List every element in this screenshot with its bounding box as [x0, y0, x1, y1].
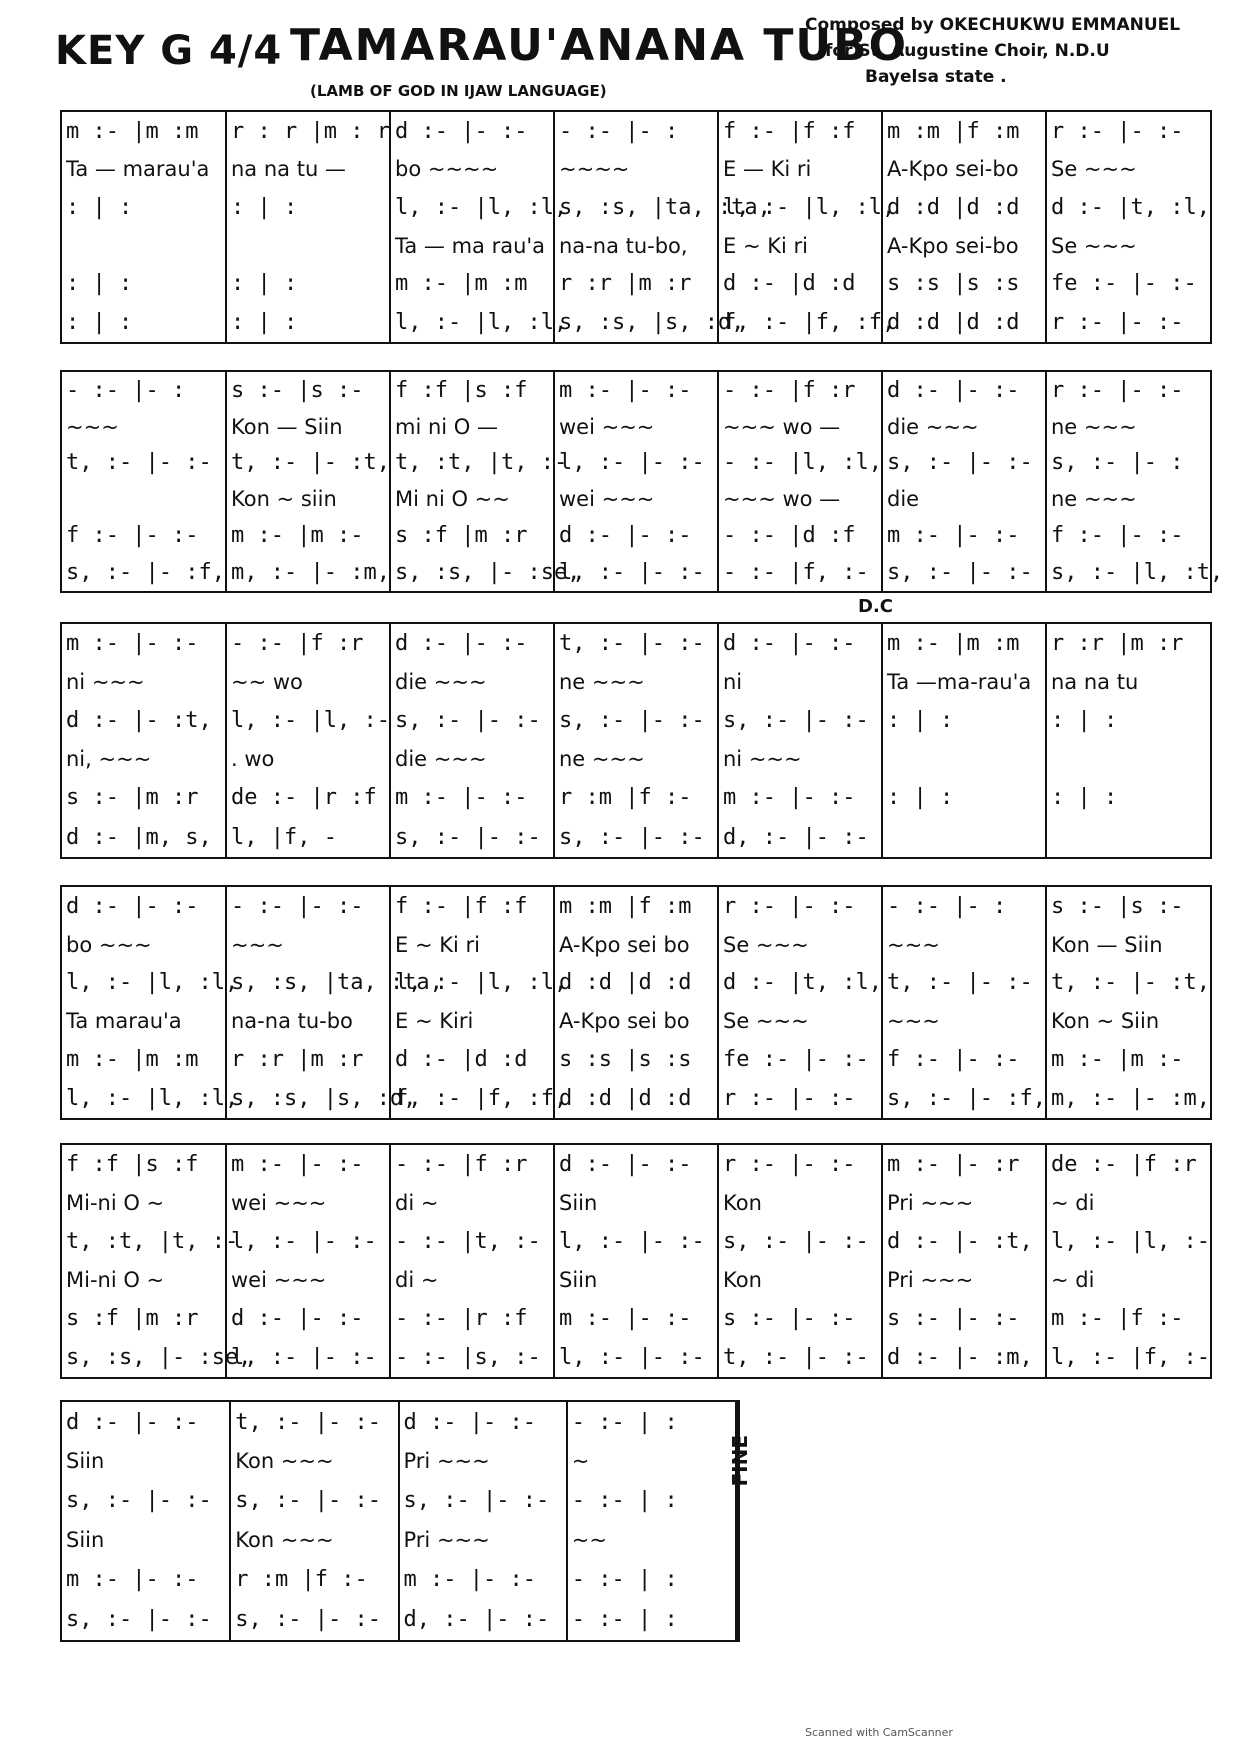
lyric-cell: ~~~ — [66, 414, 119, 439]
note-row — [62, 1600, 735, 1640]
composer-credit — [805, 12, 1235, 90]
note-cell: f, :- |f, :f, — [390, 1079, 554, 1118]
lyric-cell — [62, 227, 226, 264]
lyric-cell: E ~ Ki ri — [718, 227, 882, 264]
note-cell: s, :s, |- :se, — [66, 1344, 252, 1370]
lyric-cell: die ~~~ — [390, 740, 554, 778]
lyric-cell: ni ~~~ — [718, 740, 882, 778]
note-cell: s, :- |- :- — [230, 1600, 398, 1640]
note-cell: m :- |- :- — [66, 631, 199, 657]
note-row — [62, 1560, 735, 1600]
note-row — [62, 1402, 735, 1442]
lyric-cell — [1046, 740, 1210, 778]
note-cell: l, :- |l, :l, — [66, 1085, 239, 1111]
lyric-cell: die ~~~ — [390, 663, 554, 701]
note-cell: d :- |t, :l, — [718, 963, 882, 1002]
note-row — [62, 1299, 1210, 1338]
note-row — [62, 112, 1210, 151]
note-cell: m :- |f :- — [1046, 1299, 1210, 1338]
note-cell: d :- |- :- — [399, 1402, 567, 1442]
note-cell: - :- | : — [567, 1600, 735, 1640]
note-cell: m :- |- :- — [66, 1567, 199, 1593]
note-cell: de :- |f :r — [1046, 1145, 1210, 1184]
note-cell: d :- |- :- — [390, 112, 554, 151]
note-cell: d :- |- :- — [390, 624, 554, 663]
song-title: TAMARAU'ANANA TUBO — [290, 20, 909, 71]
note-cell: : | : — [1046, 778, 1210, 817]
note-cell: l, :- |l, :l, — [390, 188, 554, 227]
note-cell: d :- |- :t, — [882, 1222, 1046, 1261]
note-cell: r :- |- :- — [1046, 303, 1210, 342]
note-row — [62, 1222, 1210, 1261]
note-cell: d :- |t, :l, — [1046, 188, 1210, 227]
note-cell: - :- | : — [567, 1481, 735, 1521]
note-cell: s, :- |- :f, — [882, 1079, 1046, 1118]
lyric-cell: wei ~~~ — [554, 481, 718, 517]
note-cell: s, :- |- :- — [882, 444, 1046, 481]
note-cell: r :- |- :- — [718, 1079, 882, 1118]
note-cell: s :- |- :- — [718, 1299, 882, 1338]
note-cell: r :- |- :- — [718, 1145, 882, 1184]
note-cell: d :- |- :t, — [66, 708, 212, 734]
note-cell: l, :- |l, :l, — [718, 188, 882, 227]
note-cell: s :- |- :- — [882, 1299, 1046, 1338]
lyric-cell: Siin — [66, 1528, 105, 1553]
note-cell: s :- |s :- — [226, 372, 390, 409]
note-cell: s :- |m :r — [66, 785, 199, 811]
note-cell: fe :- |- :- — [1046, 264, 1210, 303]
lyric-row — [62, 926, 1210, 963]
note-cell: l, :- |f, :- — [1046, 1338, 1210, 1377]
note-cell: m, :- |- :m, — [1046, 1079, 1210, 1118]
lyric-cell — [882, 740, 1046, 778]
note-cell: l, :- |- :- — [554, 1222, 718, 1261]
score-system-2 — [60, 370, 1224, 593]
note-cell: fe :- |- :- — [718, 1040, 882, 1079]
lyric-cell: di ~ — [390, 1261, 554, 1299]
lyric-row — [62, 151, 1210, 188]
note-cell: r :- |- :- — [1046, 372, 1210, 409]
note-row — [62, 554, 1210, 591]
note-cell: m :- |m :m — [66, 118, 199, 144]
note-cell: s :f |m :r — [66, 1305, 199, 1331]
note-cell: s, :- |- : — [1046, 444, 1210, 481]
note-cell: - :- |r :f — [390, 1299, 554, 1338]
note-cell: m :- |m :m — [882, 624, 1046, 663]
note-cell: m :- |- :- — [390, 778, 554, 817]
lyric-cell: ne ~~~ — [554, 663, 718, 701]
note-cell: s, :- |- :- — [390, 818, 554, 857]
lyric-cell: di ~ — [390, 1184, 554, 1222]
lyric-row — [62, 1002, 1210, 1039]
note-cell: t, :- |- :- — [230, 1402, 398, 1442]
note-cell: : | : — [226, 264, 390, 303]
lyric-cell: Kon ~ siin — [226, 481, 390, 517]
lyric-cell: Kon — Siin — [226, 409, 390, 445]
note-cell: d :d |d :d — [554, 963, 718, 1002]
note-cell: - :- |d :f — [718, 517, 882, 554]
note-cell: m :- |- :- — [718, 778, 882, 817]
lyric-cell: Pri ~~~ — [882, 1184, 1046, 1222]
lyric-cell: ~~ wo — [226, 663, 390, 701]
key-signature: KEY G 4/4 — [55, 28, 283, 74]
lyric-cell: A-Kpo sei-bo — [882, 227, 1046, 264]
note-cell: r :r |m :r — [554, 264, 718, 303]
lyric-cell: . wo — [226, 740, 390, 778]
lyric-cell: ~~~ — [882, 926, 1046, 963]
lyric-row — [62, 481, 1210, 517]
lyric-cell: Se ~~~ — [718, 926, 882, 963]
note-cell: s, :s, |ta, :ta, — [554, 188, 718, 227]
dc-mark: D.C — [858, 596, 893, 617]
lyric-cell: ni — [718, 663, 882, 701]
note-cell: - :- |- : — [554, 112, 718, 151]
note-cell: : | : — [226, 303, 390, 342]
note-cell: m :- |- :r — [882, 1145, 1046, 1184]
fine-mark: FINE — [728, 1435, 752, 1487]
lyric-cell: Se ~~~ — [718, 1002, 882, 1039]
lyric-cell: Pri ~~~ — [399, 1442, 567, 1481]
score-system-6 — [60, 1400, 740, 1642]
note-cell: l, :- |l, :l, — [390, 303, 554, 342]
note-cell: d :- |- :- — [554, 517, 718, 554]
note-cell: f :f |s :f — [390, 372, 554, 409]
note-cell: l, :- |- :- — [226, 1338, 390, 1377]
note-cell: s, :- |- :- — [554, 818, 718, 857]
note-cell: - :- |f :r — [718, 372, 882, 409]
note-cell: - :- | : — [567, 1560, 735, 1600]
note-cell: m :- |m :m — [390, 264, 554, 303]
note-cell: m :m |f :m — [554, 887, 718, 926]
scanner-watermark: Scanned with CamScanner — [805, 1726, 953, 1739]
note-cell: f :- |- :- — [882, 1040, 1046, 1079]
note-cell: - :- |s, :- — [390, 1338, 554, 1377]
note-cell: d, :- |- :- — [399, 1600, 567, 1640]
note-cell: f :- |f :f — [718, 112, 882, 151]
lyric-cell: A-Kpo sei-bo — [882, 151, 1046, 188]
note-cell: s, :- |- :- — [66, 1488, 212, 1514]
note-cell: t, :- |- :- — [718, 1338, 882, 1377]
note-row — [62, 303, 1210, 342]
lyric-cell: ~~~~ — [554, 151, 718, 188]
note-cell: l, :- |- :- — [554, 1338, 718, 1377]
lyric-cell: Pri ~~~ — [882, 1261, 1046, 1299]
lyric-cell: Ta — ma rau'a — [390, 227, 554, 264]
note-row — [62, 1079, 1210, 1118]
note-cell: s :- |s :- — [1046, 887, 1210, 926]
note-cell: - :- |- :- — [226, 887, 390, 926]
lyric-cell: Ta —ma-rau'a — [882, 663, 1046, 701]
note-cell: : | : — [66, 271, 133, 297]
lyric-cell: ~~ — [567, 1521, 735, 1560]
lyric-cell: Ta — marau'a — [66, 157, 210, 182]
note-row — [62, 887, 1210, 926]
lyric-cell: na na tu — [1046, 663, 1210, 701]
note-cell: d :- |- :- — [718, 624, 882, 663]
lyric-cell: Siin — [554, 1184, 718, 1222]
note-row — [62, 818, 1210, 857]
lyric-row — [62, 227, 1210, 264]
note-cell: s, :- |- :- — [554, 701, 718, 740]
note-cell: l, :- |- :- — [554, 554, 718, 591]
lyric-cell: Se ~~~ — [1046, 227, 1210, 264]
note-cell: t, :- |- :t, — [226, 444, 390, 481]
lyric-row — [62, 1184, 1210, 1222]
note-row — [62, 1040, 1210, 1079]
lyric-cell: ~~~ — [226, 926, 390, 963]
note-cell: d :- |- :m, — [882, 1338, 1046, 1377]
note-cell: l, :- |l, :l, — [66, 970, 239, 996]
note-cell: d :d |d :d — [882, 303, 1046, 342]
lyric-cell: Kon ~ Siin — [1046, 1002, 1210, 1039]
lyric-cell: Kon ~~~ — [230, 1442, 398, 1481]
lyric-cell: Kon — [718, 1261, 882, 1299]
note-cell: t, :t, |t, :- — [390, 444, 554, 481]
lyric-row — [62, 740, 1210, 778]
note-row — [62, 778, 1210, 817]
song-subtitle: (LAMB OF GOD IN IJAW LANGUAGE) — [310, 82, 607, 100]
note-cell: d :- |m, s, — [66, 824, 212, 850]
note-cell — [1046, 818, 1210, 857]
note-row — [62, 1145, 1210, 1184]
note-cell: m :- |m :m — [66, 1046, 199, 1072]
lyric-cell: ~~~ wo — — [718, 481, 882, 517]
note-cell: - :- |t, :- — [390, 1222, 554, 1261]
note-cell: s, :- |- :- — [882, 554, 1046, 591]
note-cell: s, :- |- :- — [718, 1222, 882, 1261]
lyric-cell: Pri ~~~ — [399, 1521, 567, 1560]
note-cell: d :- |d :d — [390, 1040, 554, 1079]
lyric-cell: Kon — Siin — [1046, 926, 1210, 963]
note-cell: f :f |s :f — [66, 1152, 199, 1178]
lyric-cell: ne ~~~ — [1046, 409, 1210, 445]
note-row — [62, 372, 1210, 409]
note-cell: s :s |s :s — [882, 264, 1046, 303]
note-cell: l, :- |- :- — [226, 1222, 390, 1261]
note-cell: : | : — [882, 778, 1046, 817]
note-cell: - :- |- : — [882, 887, 1046, 926]
note-row — [62, 444, 1210, 481]
note-cell: s, :- |- :- — [390, 701, 554, 740]
note-cell: s :s |s :s — [554, 1040, 718, 1079]
note-cell: m :- |- :- — [399, 1560, 567, 1600]
lyric-cell: ~ di — [1046, 1184, 1210, 1222]
lyric-row — [62, 1521, 735, 1560]
note-cell: r :r |m :r — [1046, 624, 1210, 663]
lyric-cell: E ~ Kiri — [390, 1002, 554, 1039]
lyric-row — [62, 1261, 1210, 1299]
note-cell: d :d |d :d — [554, 1079, 718, 1118]
score-system-5 — [60, 1143, 1212, 1379]
lyric-cell — [226, 227, 390, 264]
note-cell: s, :- |- :f, — [66, 559, 225, 585]
lyric-cell: Kon — [718, 1184, 882, 1222]
lyric-row — [62, 663, 1210, 701]
lyric-cell: ~~~ wo — — [718, 409, 882, 445]
note-cell: s, :- |- :- — [399, 1481, 567, 1521]
lyric-cell: A-Kpo sei bo — [554, 1002, 718, 1039]
note-cell: d :- |- :- — [66, 894, 199, 919]
note-cell: : | : — [66, 310, 133, 336]
note-cell: f :- |- :- — [1046, 517, 1210, 554]
note-cell: s :f |m :r — [390, 517, 554, 554]
note-cell — [882, 818, 1046, 857]
lyric-cell: Mi ni O ~~ — [390, 481, 554, 517]
note-cell: d :- |- :- — [226, 1299, 390, 1338]
note-cell: s, :- |l, :t, — [1046, 554, 1210, 591]
lyric-cell: mi ni O — — [390, 409, 554, 445]
lyric-cell: Mi-ni O ~ — [66, 1190, 165, 1215]
lyric-cell — [62, 481, 226, 517]
note-cell: f :- |- :- — [66, 522, 199, 548]
note-cell: m, :- |- :m, — [226, 554, 390, 591]
note-cell: m :m |f :m — [882, 112, 1046, 151]
note-cell: d :- |- :- — [882, 372, 1046, 409]
lyric-cell: Se ~~~ — [1046, 151, 1210, 188]
note-cell: m :- |- :- — [554, 372, 718, 409]
note-cell: - :- |f, :- — [718, 554, 882, 591]
lyric-cell: A-Kpo sei bo — [554, 926, 718, 963]
lyric-cell: Kon ~~~ — [230, 1521, 398, 1560]
lyric-cell: Siin — [66, 1449, 105, 1474]
note-cell: l, |f, - — [226, 818, 390, 857]
note-cell: de :- |r :f — [226, 778, 390, 817]
lyric-cell: bo ~~~ — [66, 932, 152, 957]
note-cell: t, :- |- :- — [882, 963, 1046, 1002]
note-cell: - :- |f :r — [226, 624, 390, 663]
note-cell: - :- |- : — [66, 377, 186, 403]
lyric-cell: bo ~~~~ — [390, 151, 554, 188]
lyric-cell: na-na tu-bo — [226, 1002, 390, 1039]
note-cell: s, :s, |s, :d, — [226, 1079, 390, 1118]
lyric-cell: die ~~~ — [882, 409, 1046, 445]
note-cell: d :- |d :d — [718, 264, 882, 303]
note-row — [62, 264, 1210, 303]
note-cell: - :- | : — [567, 1402, 735, 1442]
note-cell: l, :- |l, :- — [226, 701, 390, 740]
note-cell: s, :s, |- :se, — [390, 554, 554, 591]
note-cell: s, :s, |s, :d, — [554, 303, 718, 342]
note-cell: s, :- |- :- — [230, 1481, 398, 1521]
lyric-cell: die — [882, 481, 1046, 517]
note-cell: l, :- |l, :- — [1046, 1222, 1210, 1261]
lyric-cell: Ta marau'a — [66, 1009, 182, 1034]
note-cell: m :- |m :- — [226, 517, 390, 554]
note-cell: f, :- |f, :f, — [718, 303, 882, 342]
lyric-cell: E — Ki ri — [718, 151, 882, 188]
note-cell: s, :- |- :- — [66, 1607, 212, 1633]
score-system-3 — [60, 622, 1212, 859]
note-cell: m :- |m :- — [1046, 1040, 1210, 1079]
credit-line-1: Composed by OKECHUKWU EMMANUEL — [805, 15, 1181, 35]
note-cell: r : r |m : r — [226, 112, 390, 151]
note-cell: r :- |- :- — [1046, 112, 1210, 151]
note-cell: t, :- |- :t, — [1046, 963, 1210, 1002]
note-row — [62, 624, 1210, 663]
score-system-4 — [60, 885, 1212, 1120]
note-row — [62, 963, 1210, 1002]
note-cell: - :- |l, :l, — [718, 444, 882, 481]
note-cell: s, :s, |ta, :ta, — [226, 963, 390, 1002]
note-cell: d, :- |- :- — [718, 818, 882, 857]
note-row — [62, 517, 1210, 554]
note-cell: d :- |- :- — [66, 1409, 199, 1435]
lyric-cell: ni ~~~ — [66, 670, 145, 695]
note-cell: s, :- |- :- — [718, 701, 882, 740]
note-cell: : | : — [66, 195, 133, 221]
note-row — [62, 701, 1210, 740]
credit-line-3: Bayelsa state . — [865, 67, 1007, 87]
note-cell: l, :- |- :- — [554, 444, 718, 481]
note-cell: m :- |- :- — [554, 1299, 718, 1338]
lyric-cell: ~~~ — [882, 1002, 1046, 1039]
note-row — [62, 188, 1210, 227]
note-cell: d :- |- :- — [554, 1145, 718, 1184]
note-cell: r :m |f :- — [554, 778, 718, 817]
note-cell: : | : — [226, 188, 390, 227]
note-cell: m :- |- :- — [226, 1145, 390, 1184]
lyric-cell: ~ — [567, 1442, 735, 1481]
lyric-cell: Mi-ni O ~ — [66, 1267, 165, 1292]
note-cell: f :- |f :f — [390, 887, 554, 926]
lyric-row — [62, 1442, 735, 1481]
note-cell: : | : — [882, 701, 1046, 740]
note-cell: r :- |- :- — [718, 887, 882, 926]
lyric-cell: wei ~~~ — [554, 409, 718, 445]
note-cell: t, :- |- :- — [66, 450, 212, 476]
note-cell: t, :t, |t, :- — [66, 1228, 239, 1254]
lyric-cell: ni, ~~~ — [66, 747, 152, 772]
lyric-cell: na-na tu-bo, — [554, 227, 718, 264]
note-row — [62, 1338, 1210, 1377]
note-cell: : | : — [1046, 701, 1210, 740]
note-cell: l, :- |l, :l, — [390, 963, 554, 1002]
note-cell: d :d |d :d — [882, 188, 1046, 227]
lyric-cell: na na tu — — [226, 151, 390, 188]
note-cell: r :r |m :r — [226, 1040, 390, 1079]
lyric-cell: E ~ Ki ri — [390, 926, 554, 963]
lyric-cell: wei ~~~ — [226, 1261, 390, 1299]
note-row — [62, 1481, 735, 1521]
note-cell: - :- |f :r — [390, 1145, 554, 1184]
note-cell: r :m |f :- — [230, 1560, 398, 1600]
score-system-1 — [60, 110, 1212, 344]
note-cell: m :- |- :- — [882, 517, 1046, 554]
lyric-cell: wei ~~~ — [226, 1184, 390, 1222]
lyric-cell: Siin — [554, 1261, 718, 1299]
credit-line-2: for St. Augustine Choir, N.D.U — [825, 41, 1110, 61]
lyric-cell: ne ~~~ — [1046, 481, 1210, 517]
lyric-cell: ne ~~~ — [554, 740, 718, 778]
lyric-cell: ~ di — [1046, 1261, 1210, 1299]
lyric-row — [62, 409, 1210, 445]
note-cell: t, :- |- :- — [554, 624, 718, 663]
